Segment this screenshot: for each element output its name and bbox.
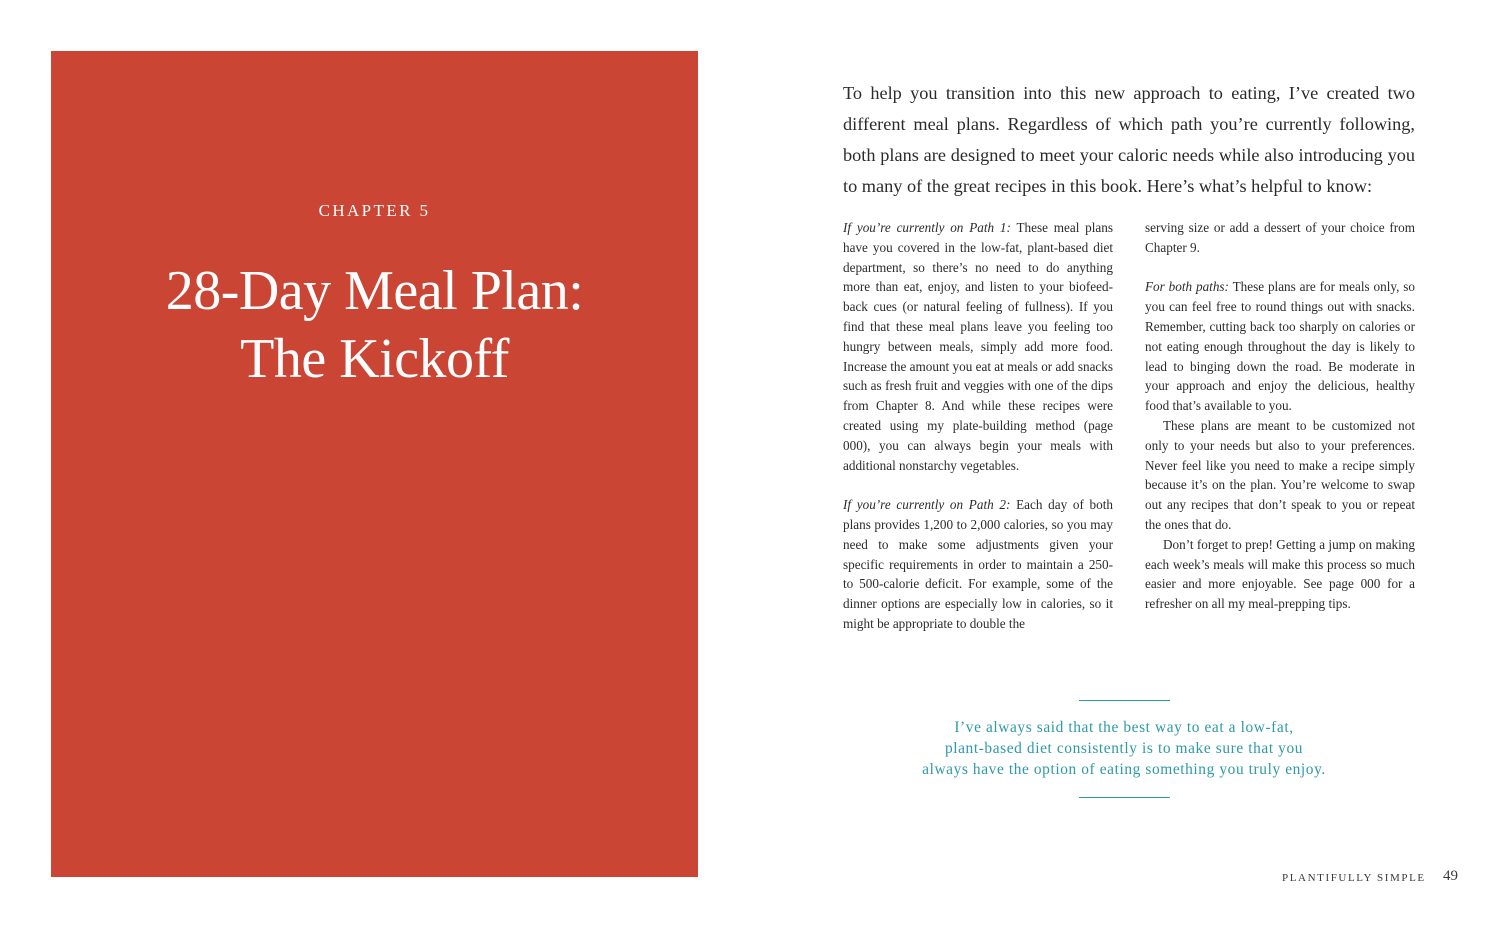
- pull-quote-line-3: always have the option of eating something you truly enjoy.: [922, 761, 1326, 779]
- prep-paragraph: Don’t forget to prep! Getting a jump on making each week’s meals will make this process so much easier and more enjoyable. See page 000 for a refresher on all my meal-prepping tips.: [1145, 536, 1415, 612]
- both-paths-paragraph: [1145, 277, 1415, 416]
- pull-quote-line-1: I’ve always said that the best way to eat a low-fat,: [954, 719, 1294, 736]
- chapter-label: CHAPTER 5: [318, 201, 431, 220]
- pull-quote-line-2: plant-based diet consistently is to make sure that you: [944, 740, 1304, 758]
- path-1-text: These meal plans have you covered in the low-fat, plant-based diet department, so there’s no need to do anything more than eat, enjoy, and listen to your biofeedback cues (or natural feeling of fullness). If you find that these meal plans leave you feeling too hungry between meals, simply add more food. Increase the amount you eat at meals or add snacks such as fresh fruit and veggies with one of the dips from Chapter 8. And while these recipes were created using my plate-building method (page 000), you can always begin your meals with additional nonstarchy vegetables.: [843, 220, 1113, 473]
- customize-paragraph: These plans are meant to be customized not only to your needs but also to your preferences. Never feel like you need to make a recipe simply because it’s on the plan. You’re welcome to swap out any recipes that don’t speak to you or repeat the ones that do.: [1145, 417, 1415, 532]
- both-paths-lead: For both paths:: [1145, 279, 1229, 295]
- pull-quote-top-rule: [1079, 700, 1170, 701]
- path-2-paragraph: [843, 495, 1113, 634]
- chapter-title: [51, 257, 698, 393]
- chapter-title-line-2: The Kickoff: [240, 328, 509, 390]
- pull-quote-bottom-rule: [1079, 797, 1170, 798]
- body-column-left: [843, 218, 1113, 634]
- page-number: 49: [1443, 868, 1458, 884]
- pull-quote: [843, 717, 1405, 781]
- path-2-continuation: serving size or add a dessert of your choice from Chapter 9.: [1145, 220, 1415, 255]
- intro-paragraph: To help you transition into this new approach to eating, I’ve created two different meal plans. Regardless of which path you’re currently following, both plans are designed to meet your caloric needs while also introducing you to many of the great recipes in this book. Here’s what’s helpful to know:: [843, 83, 1415, 196]
- both-paths-text: These plans are for meals only, so you can feel free to round things out with snacks. Remember, cutting back too sharply on calories or not eating enough throughout the day is likely to lead to binging down the road. Be moderate in your approach and enjoy the delicious, healthy food that’s available to you.: [1145, 279, 1415, 414]
- body-column-right: [1145, 218, 1415, 614]
- path-1-paragraph: [843, 218, 1113, 475]
- path-2-text: Each day of both plans provides 1,200 to 2,000 calories, so you may need to make some adjustments given your specific requirements in order to maintain a 250- to 500-calorie deficit. For example, some of the dinner options are especially low in calories, so it might be appropriate to double the: [843, 497, 1113, 631]
- running-footer-title: PLANTIFULLY SIMPLE: [1282, 872, 1426, 884]
- chapter-title-line-1: 28-Day Meal Plan:: [165, 260, 584, 322]
- chapter-opener-panel: [51, 51, 698, 877]
- path-1-lead: If you’re currently on Path 1:: [843, 220, 1011, 235]
- path-2-lead: If you’re currently on Path 2:: [843, 497, 1011, 513]
